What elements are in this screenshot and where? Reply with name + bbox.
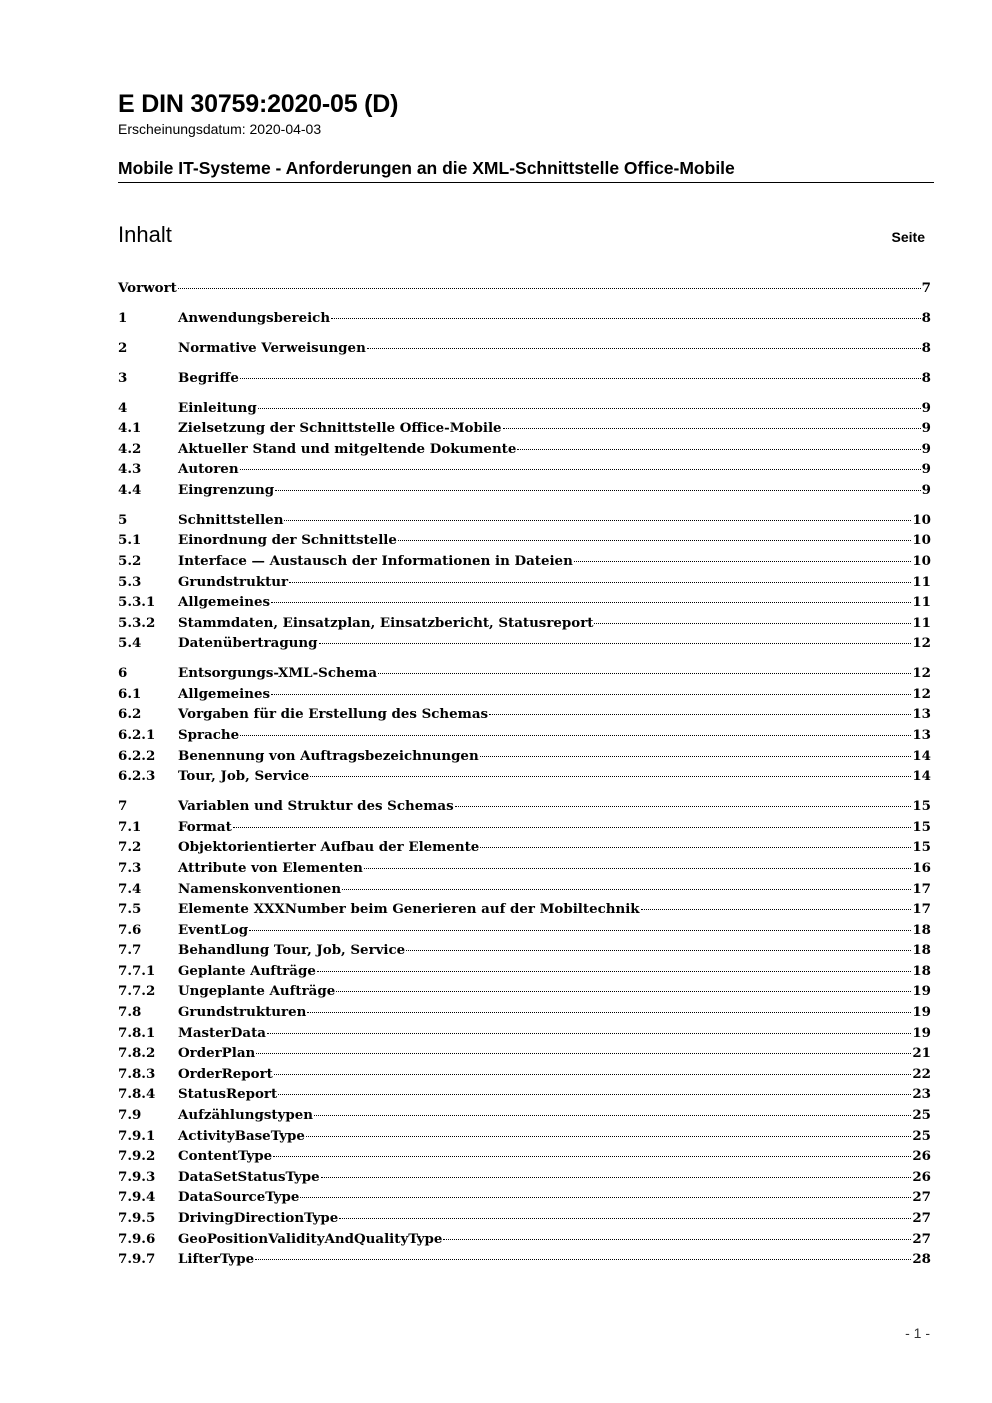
toc-entry-title: Schnittstellen bbox=[178, 511, 284, 528]
toc-entry-number: 7 bbox=[118, 798, 128, 815]
toc-entry-number: 7.2 bbox=[118, 839, 142, 856]
toc-entry-number: 5.2 bbox=[118, 553, 142, 570]
toc-entry-title: Aktueller Stand und mitgeltende Dokumente bbox=[178, 440, 517, 457]
toc-entry-title: Objektorientierter Aufbau der Elemente bbox=[178, 839, 480, 856]
toc-entry-number: 6.2.3 bbox=[118, 768, 156, 785]
toc-entry-page: 8 bbox=[921, 309, 931, 326]
page-column-label: Seite bbox=[891, 229, 925, 245]
toc-dot-leader bbox=[275, 490, 921, 491]
toc-entry-title: Variablen und Struktur des Schemas bbox=[178, 798, 454, 815]
toc-entry[interactable] bbox=[118, 839, 931, 860]
toc-dot-leader bbox=[300, 1197, 911, 1198]
toc-entry-title: Datenübertragung bbox=[178, 635, 318, 652]
toc-entry-page: 14 bbox=[912, 747, 931, 764]
toc-entry-title: Format bbox=[178, 818, 232, 835]
toc-dot-leader bbox=[641, 909, 912, 910]
toc-dot-leader bbox=[310, 776, 911, 777]
toc-entry-page: 19 bbox=[912, 1024, 931, 1041]
toc-entry-number: 7.8.1 bbox=[118, 1024, 156, 1041]
toc-dot-leader bbox=[503, 428, 921, 429]
toc-entry-title: LifterType bbox=[178, 1251, 255, 1268]
toc-entry[interactable] bbox=[118, 963, 931, 984]
toc-entry[interactable] bbox=[118, 594, 931, 615]
toc-dot-leader bbox=[321, 1177, 912, 1178]
toc-entry[interactable] bbox=[118, 942, 931, 963]
toc-entry-page: 11 bbox=[912, 594, 931, 611]
toc-entry-number: 5.4 bbox=[118, 635, 142, 652]
toc-entry-page: 13 bbox=[912, 706, 931, 723]
toc-entry-number: 6.2.2 bbox=[118, 747, 156, 764]
toc-entry-number: 4.3 bbox=[118, 461, 142, 478]
document-title: Mobile IT-Systeme - Anforderungen an die XML-Schnittstelle Office-Mobile bbox=[118, 158, 934, 183]
toc-entry-page: 14 bbox=[912, 768, 931, 785]
toc-entry[interactable] bbox=[118, 768, 931, 789]
toc-entry[interactable] bbox=[118, 1148, 931, 1169]
publication-date: Erscheinungsdatum: 2020-04-03 bbox=[118, 121, 322, 137]
toc-entry[interactable] bbox=[118, 370, 931, 391]
toc-entry-page: 9 bbox=[921, 481, 931, 498]
toc-entry-title: Begriffe bbox=[178, 369, 239, 386]
toc-entry-title: Attribute von Elementen bbox=[178, 859, 363, 876]
toc-entry[interactable] bbox=[118, 727, 931, 748]
toc-entry-title: OrderReport bbox=[178, 1065, 273, 1082]
toc-entry[interactable] bbox=[118, 922, 931, 943]
toc-entry-number: 4.2 bbox=[118, 440, 142, 457]
toc-entry[interactable] bbox=[118, 420, 931, 441]
toc-entry-title: Interface — Austausch der Informationen in Dateien bbox=[178, 553, 573, 570]
toc-entry[interactable] bbox=[118, 748, 931, 769]
toc-dot-leader bbox=[284, 520, 911, 521]
toc-dot-leader bbox=[271, 694, 911, 695]
toc-entry-number: 7.9.3 bbox=[118, 1168, 156, 1185]
toc-entry-number: 7.5 bbox=[118, 901, 142, 918]
toc-entry-page: 26 bbox=[912, 1148, 931, 1165]
toc-entry-title: Zielsetzung der Schnittstelle Office-Mobile bbox=[178, 420, 502, 437]
toc-entry-title: Einordnung der Schnittstelle bbox=[178, 532, 397, 549]
toc-entry-number: 5 bbox=[118, 511, 128, 528]
toc-entry-title: DrivingDirectionType bbox=[178, 1210, 339, 1227]
toc-entry-page: 10 bbox=[912, 511, 931, 528]
toc-entry-title: Sprache bbox=[178, 727, 240, 744]
toc-dot-leader bbox=[267, 1033, 911, 1034]
toc-entry-page: 25 bbox=[912, 1127, 931, 1144]
toc-entry[interactable] bbox=[118, 983, 931, 1004]
toc-entry-page: 18 bbox=[912, 921, 931, 938]
toc-entry-title: OrderPlan bbox=[178, 1045, 256, 1062]
toc-entry[interactable] bbox=[118, 686, 931, 707]
toc-entry-number: 7.9.4 bbox=[118, 1189, 156, 1206]
toc-entry-number: 3 bbox=[118, 369, 128, 386]
toc-entry-page: 10 bbox=[912, 532, 931, 549]
toc-entry-title: ActivityBaseType bbox=[178, 1127, 305, 1144]
toc-dot-leader bbox=[240, 378, 921, 379]
toc-entry[interactable] bbox=[118, 635, 931, 656]
toc-entry-title: GeoPositionValidityAndQualityType bbox=[178, 1230, 443, 1247]
toc-entry-page: 9 bbox=[921, 440, 931, 457]
toc-entry[interactable] bbox=[118, 1025, 931, 1046]
toc-entry-number: 7.4 bbox=[118, 880, 142, 897]
toc-entry-title: Allgemeines bbox=[178, 594, 271, 611]
toc-dot-leader bbox=[594, 623, 911, 624]
toc-dot-leader bbox=[249, 930, 911, 931]
toc-entry[interactable] bbox=[118, 574, 931, 595]
toc-entry-title: Autoren bbox=[178, 461, 239, 478]
toc-entry-number: 4.1 bbox=[118, 420, 142, 437]
toc-entry-number: 7.8.3 bbox=[118, 1065, 156, 1082]
toc-entry-page: 27 bbox=[912, 1189, 931, 1206]
toc-heading: Inhalt bbox=[118, 222, 172, 247]
toc-entry-title: StatusReport bbox=[178, 1086, 278, 1103]
toc-entry-page: 21 bbox=[912, 1045, 931, 1062]
toc-entry-number: 6 bbox=[118, 665, 128, 682]
toc-entry-title: Entsorgungs-XML-Schema bbox=[178, 665, 378, 682]
toc-entry-number: 7.8.2 bbox=[118, 1045, 156, 1062]
toc-dot-leader bbox=[443, 1239, 911, 1240]
toc-entry[interactable] bbox=[118, 860, 931, 881]
toc-entry-number: 5.1 bbox=[118, 532, 142, 549]
toc-entry-page: 26 bbox=[912, 1168, 931, 1185]
toc-dot-leader bbox=[455, 806, 912, 807]
toc-entry-number: 2 bbox=[118, 339, 128, 356]
toc-entry-page: 22 bbox=[912, 1065, 931, 1082]
toc-entry-number: 7.9.6 bbox=[118, 1230, 156, 1247]
toc-entry[interactable] bbox=[118, 1189, 931, 1210]
toc-entry-page: 15 bbox=[912, 798, 931, 815]
toc-entry-title: Tour, Job, Service bbox=[178, 768, 310, 785]
toc-entry-number: 4.4 bbox=[118, 481, 142, 498]
toc-entry[interactable] bbox=[118, 1210, 931, 1231]
toc-entry-page: 7 bbox=[921, 280, 931, 296]
toc-entry-page: 16 bbox=[912, 859, 931, 876]
toc-entry-number: 7.9.7 bbox=[118, 1251, 156, 1268]
toc-entry-number: 6.1 bbox=[118, 685, 142, 702]
toc-entry-page: 9 bbox=[921, 461, 931, 478]
toc-entry[interactable] bbox=[118, 553, 931, 574]
toc-entry-number: 6.2 bbox=[118, 706, 142, 723]
toc-entry-page: 27 bbox=[912, 1230, 931, 1247]
toc-entry[interactable] bbox=[118, 1231, 931, 1252]
toc-entry[interactable] bbox=[118, 461, 931, 482]
toc-entry[interactable] bbox=[118, 819, 931, 840]
toc-entry[interactable] bbox=[118, 1066, 931, 1087]
toc-entry[interactable] bbox=[118, 706, 931, 727]
toc-entry-number: 7.3 bbox=[118, 859, 142, 876]
toc-entry-page: 18 bbox=[912, 942, 931, 959]
toc-entry-number: 7.6 bbox=[118, 921, 142, 938]
toc-dot-leader bbox=[317, 971, 911, 972]
toc-entry-number: 5.3.1 bbox=[118, 594, 156, 611]
toc-entry[interactable] bbox=[118, 532, 931, 553]
toc-dot-leader bbox=[364, 868, 911, 869]
toc-dot-leader bbox=[378, 673, 911, 674]
toc-entry-title: Vorwort bbox=[118, 280, 177, 296]
toc-entry[interactable] bbox=[118, 1045, 931, 1066]
toc-dot-leader bbox=[331, 318, 921, 319]
toc-entry-page: 15 bbox=[912, 818, 931, 835]
table-of-contents bbox=[118, 280, 931, 1272]
toc-entry-title: Stammdaten, Einsatzplan, Einsatzbericht, Statusreport bbox=[178, 614, 594, 631]
toc-entry-title: Elemente XXXNumber beim Generieren auf der Mobiltechnik bbox=[178, 901, 640, 918]
toc-dot-leader bbox=[314, 1115, 911, 1116]
toc-entry-page: 10 bbox=[912, 553, 931, 570]
document-id: E DIN 30759:2020-05 (D) bbox=[118, 90, 399, 118]
toc-dot-leader bbox=[255, 1259, 911, 1260]
toc-entry-title: MasterData bbox=[178, 1024, 266, 1041]
toc-entry[interactable] bbox=[118, 310, 931, 331]
toc-entry-title: Anwendungsbereich bbox=[178, 309, 331, 326]
toc-entry-number: 7.8 bbox=[118, 1004, 142, 1021]
toc-entry-page: 19 bbox=[912, 983, 931, 1000]
toc-entry-title: Namenskonventionen bbox=[178, 880, 342, 897]
toc-entry-page: 19 bbox=[912, 1004, 931, 1021]
toc-dot-leader bbox=[271, 602, 911, 603]
toc-entry-page: 9 bbox=[921, 399, 931, 416]
toc-entry-title: Aufzählungstypen bbox=[178, 1107, 313, 1124]
toc-entry[interactable] bbox=[118, 1086, 931, 1107]
page-number: - 1 - bbox=[905, 1325, 930, 1341]
toc-entry[interactable] bbox=[118, 1169, 931, 1190]
toc-entry[interactable] bbox=[118, 615, 931, 636]
toc-entry[interactable] bbox=[118, 280, 931, 301]
toc-entry-page: 12 bbox=[912, 665, 931, 682]
toc-entry-page: 11 bbox=[912, 614, 931, 631]
toc-entry-page: 15 bbox=[912, 839, 931, 856]
toc-entry-number: 7.8.4 bbox=[118, 1086, 156, 1103]
toc-entry[interactable] bbox=[118, 441, 931, 462]
toc-entry-title: Ungeplante Aufträge bbox=[178, 983, 336, 1000]
toc-dot-leader bbox=[336, 991, 911, 992]
toc-entry-page: 13 bbox=[912, 727, 931, 744]
toc-entry-number: 5.3.2 bbox=[118, 614, 156, 631]
toc-entry[interactable] bbox=[118, 901, 931, 922]
toc-dot-leader bbox=[517, 449, 920, 450]
toc-entry-title: Einleitung bbox=[178, 399, 257, 416]
toc-dot-leader bbox=[367, 348, 921, 349]
toc-entry[interactable] bbox=[118, 340, 931, 361]
toc-dot-leader bbox=[307, 1012, 911, 1013]
toc-entry[interactable] bbox=[118, 512, 931, 533]
toc-entry-page: 8 bbox=[921, 369, 931, 386]
toc-entry-page: 27 bbox=[912, 1210, 931, 1227]
toc-dot-leader bbox=[240, 735, 911, 736]
toc-entry-number: 7.1 bbox=[118, 818, 142, 835]
toc-dot-leader bbox=[258, 408, 921, 409]
toc-dot-leader bbox=[289, 582, 911, 583]
toc-entry[interactable] bbox=[118, 400, 931, 421]
toc-dot-leader bbox=[406, 950, 911, 951]
toc-entry-number: 5.3 bbox=[118, 573, 142, 590]
toc-entry-title: DataSetStatusType bbox=[178, 1168, 320, 1185]
toc-entry-title: ContentType bbox=[178, 1148, 273, 1165]
toc-entry[interactable] bbox=[118, 1251, 931, 1272]
toc-entry-title: Geplante Aufträge bbox=[178, 962, 316, 979]
toc-dot-leader bbox=[240, 469, 921, 470]
toc-dot-leader bbox=[274, 1074, 912, 1075]
toc-dot-leader bbox=[480, 847, 911, 848]
toc-dot-leader bbox=[480, 756, 912, 757]
toc-entry-page: 8 bbox=[921, 339, 931, 356]
toc-entry[interactable] bbox=[118, 881, 931, 902]
toc-entry-title: Eingrenzung bbox=[178, 481, 275, 498]
toc-entry-page: 9 bbox=[921, 420, 931, 437]
toc-entry-number: 7.7.1 bbox=[118, 962, 156, 979]
toc-entry[interactable] bbox=[118, 482, 931, 503]
toc-entry-title: Normative Verweisungen bbox=[178, 339, 366, 356]
toc-dot-leader bbox=[306, 1136, 912, 1137]
toc-entry-page: 17 bbox=[912, 880, 931, 897]
toc-entry-title: Benennung von Auftragsbezeichnungen bbox=[178, 747, 479, 764]
toc-entry-page: 11 bbox=[912, 573, 931, 590]
toc-entry-number: 7.7.2 bbox=[118, 983, 156, 1000]
toc-entry-number: 7.9.2 bbox=[118, 1148, 156, 1165]
toc-dot-leader bbox=[256, 1053, 911, 1054]
toc-entry-title: EventLog bbox=[178, 921, 249, 938]
toc-dot-leader bbox=[342, 889, 911, 890]
toc-entry[interactable] bbox=[118, 1128, 931, 1149]
toc-entry[interactable] bbox=[118, 665, 931, 686]
toc-entry-page: 12 bbox=[912, 685, 931, 702]
toc-entry[interactable] bbox=[118, 1107, 931, 1128]
toc-entry[interactable] bbox=[118, 798, 931, 819]
toc-dot-leader bbox=[339, 1218, 911, 1219]
toc-dot-leader bbox=[319, 643, 912, 644]
toc-entry-page: 18 bbox=[912, 962, 931, 979]
toc-entry-number: 1 bbox=[118, 309, 128, 326]
toc-dot-leader bbox=[273, 1156, 911, 1157]
toc-entry-title: Grundstrukturen bbox=[178, 1004, 307, 1021]
toc-entry-title: Vorgaben für die Erstellung des Schemas bbox=[178, 706, 489, 723]
toc-entry-title: DataSourceType bbox=[178, 1189, 300, 1206]
toc-entry-title: Grundstruktur bbox=[178, 573, 289, 590]
toc-entry-number: 4 bbox=[118, 399, 128, 416]
toc-entry[interactable] bbox=[118, 1004, 931, 1025]
toc-entry-page: 17 bbox=[912, 901, 931, 918]
toc-entry-number: 7.9.1 bbox=[118, 1127, 156, 1144]
toc-entry-number: 6.2.1 bbox=[118, 727, 156, 744]
toc-dot-leader bbox=[574, 561, 912, 562]
toc-entry-number: 7.9.5 bbox=[118, 1210, 156, 1227]
toc-entry-page: 25 bbox=[912, 1107, 931, 1124]
toc-entry-page: 12 bbox=[912, 635, 931, 652]
toc-dot-leader bbox=[278, 1094, 911, 1095]
toc-dot-leader bbox=[233, 827, 912, 828]
toc-dot-leader bbox=[398, 540, 911, 541]
toc-entry-page: 28 bbox=[912, 1251, 931, 1268]
toc-entry-number: 7.9 bbox=[118, 1107, 142, 1124]
toc-entry-title: Behandlung Tour, Job, Service bbox=[178, 942, 406, 959]
toc-dot-leader bbox=[178, 288, 921, 289]
toc-entry-number: 7.7 bbox=[118, 942, 142, 959]
toc-dot-leader bbox=[489, 714, 911, 715]
toc-entry-title: Allgemeines bbox=[178, 685, 271, 702]
toc-entry-page: 23 bbox=[912, 1086, 931, 1103]
